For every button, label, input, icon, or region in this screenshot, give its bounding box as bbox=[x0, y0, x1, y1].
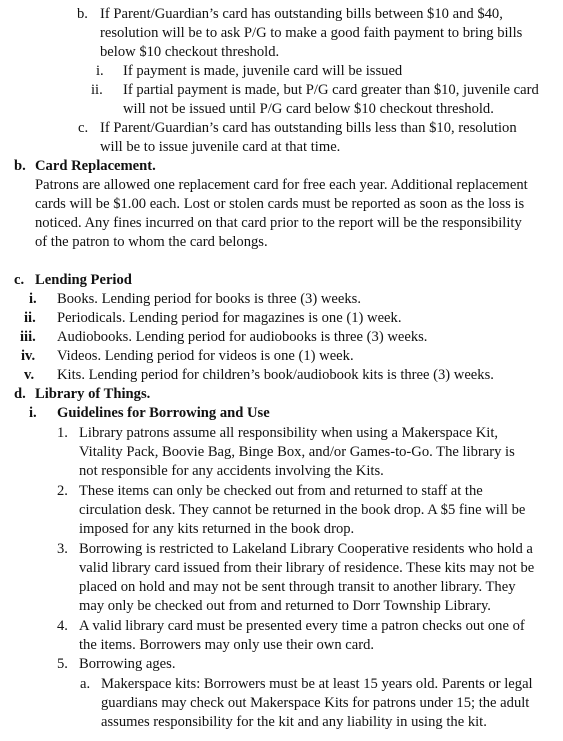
list-marker: 3. bbox=[57, 541, 68, 557]
list-marker: b. bbox=[77, 6, 88, 22]
list-marker: v. bbox=[24, 367, 35, 383]
paragraph-line: cards will be $1.00 each. Lost or stolen cards must be reported as soon as the loss is bbox=[35, 196, 525, 212]
list-marker: a. bbox=[80, 676, 91, 692]
policy-text-line: If partial payment is made, but P/G card greater than $10, juvenile card bbox=[123, 82, 539, 98]
guideline-line: These items can only be checked out from and returned to staff at the bbox=[79, 483, 483, 499]
lending-item: Audiobooks. Lending period for audiobooks is three (3) weeks. bbox=[57, 329, 428, 345]
guideline-line: the items. Borrowers may only use their own card. bbox=[79, 637, 375, 653]
policy-text-line: below $10 checkout threshold. bbox=[100, 44, 280, 60]
guideline-line: not responsible for any accidents involving the Kits. bbox=[79, 463, 384, 479]
policy-text-line: will be to issue juvenile card at that time. bbox=[100, 139, 341, 155]
list-marker: iii. bbox=[20, 329, 36, 345]
section-heading: Card Replacement. bbox=[35, 158, 156, 174]
section-marker: b. bbox=[14, 158, 26, 174]
lending-item: Videos. Lending period for videos is one (1) week. bbox=[57, 348, 354, 364]
guideline-line: A valid library card must be presented every time a patron checks out one of bbox=[79, 618, 525, 634]
guideline-line: Borrowing ages. bbox=[79, 656, 176, 672]
policy-text-line: will not be issued until P/G card below $10 checkout threshold. bbox=[123, 101, 494, 117]
list-marker: i. bbox=[29, 291, 37, 307]
policy-text-line: If Parent/Guardian’s card has outstanding bills between $10 and $40, bbox=[100, 6, 503, 22]
section-heading: Lending Period bbox=[35, 272, 132, 288]
list-marker: 4. bbox=[57, 618, 68, 634]
guideline-line: Vitality Pack, Boovie Bag, Binge Box, and/or Games-to-Go. The library is bbox=[79, 444, 515, 460]
lending-item: Kits. Lending period for children’s book/audiobook kits is three (3) weeks. bbox=[57, 367, 494, 383]
guideline-line: Library patrons assume all responsibility when using a Makerspace Kit, bbox=[79, 425, 499, 441]
list-marker: ii. bbox=[91, 82, 103, 98]
guideline-line: placed on hold and may not be sent through transit to another library. They bbox=[79, 579, 516, 595]
section-heading: Library of Things. bbox=[35, 386, 151, 402]
section-marker: c. bbox=[14, 272, 25, 288]
guideline-line: Makerspace kits: Borrowers must be at least 15 years old. Parents or legal bbox=[101, 676, 533, 692]
lending-item: Periodicals. Lending period for magazines is one (1) week. bbox=[57, 310, 402, 326]
guideline-line: imposed for any kits returned in the book drop. bbox=[79, 521, 355, 537]
policy-text-line: If Parent/Guardian’s card has outstanding bills less than $10, resolution bbox=[100, 120, 517, 136]
subsection-heading: Guidelines for Borrowing and Use bbox=[57, 405, 270, 421]
paragraph-line: of the patron to whom the card belongs. bbox=[35, 234, 268, 250]
list-marker: c. bbox=[78, 120, 89, 136]
guideline-line: assumes responsibility for the kit and any liability in using the kit. bbox=[101, 714, 487, 730]
policy-text-line: resolution will be to ask P/G to make a good faith payment to bring bills bbox=[100, 25, 523, 41]
list-marker: ii. bbox=[24, 310, 36, 326]
list-marker: i. bbox=[96, 63, 104, 79]
list-marker: 1. bbox=[57, 425, 68, 441]
guideline-line: guardians may check out Makerspace Kits for patrons under 15; the adult bbox=[101, 695, 530, 711]
section-marker: d. bbox=[14, 386, 26, 402]
policy-text-line: If payment is made, juvenile card will be issued bbox=[123, 63, 403, 79]
paragraph-line: noticed. Any fines incurred on that card prior to the report will be the responsibility bbox=[35, 215, 522, 231]
paragraph-line: Patrons are allowed one replacement card for free each year. Additional replacement bbox=[35, 177, 528, 193]
list-marker: i. bbox=[29, 405, 37, 421]
guideline-line: may only be checked out from and returned to Dorr Township Library. bbox=[79, 598, 491, 614]
list-marker: 2. bbox=[57, 483, 68, 499]
guideline-line: circulation desk. They cannot be returned in the book drop. A $5 fine will be bbox=[79, 502, 526, 518]
lending-item: Books. Lending period for books is three (3) weeks. bbox=[57, 291, 361, 307]
list-marker: iv. bbox=[21, 348, 36, 364]
list-marker: 5. bbox=[57, 656, 68, 672]
guideline-line: Borrowing is restricted to Lakeland Library Cooperative residents who hold a bbox=[79, 541, 533, 557]
guideline-line: valid library card issued from their library of residence. These kits may not be bbox=[79, 560, 535, 576]
